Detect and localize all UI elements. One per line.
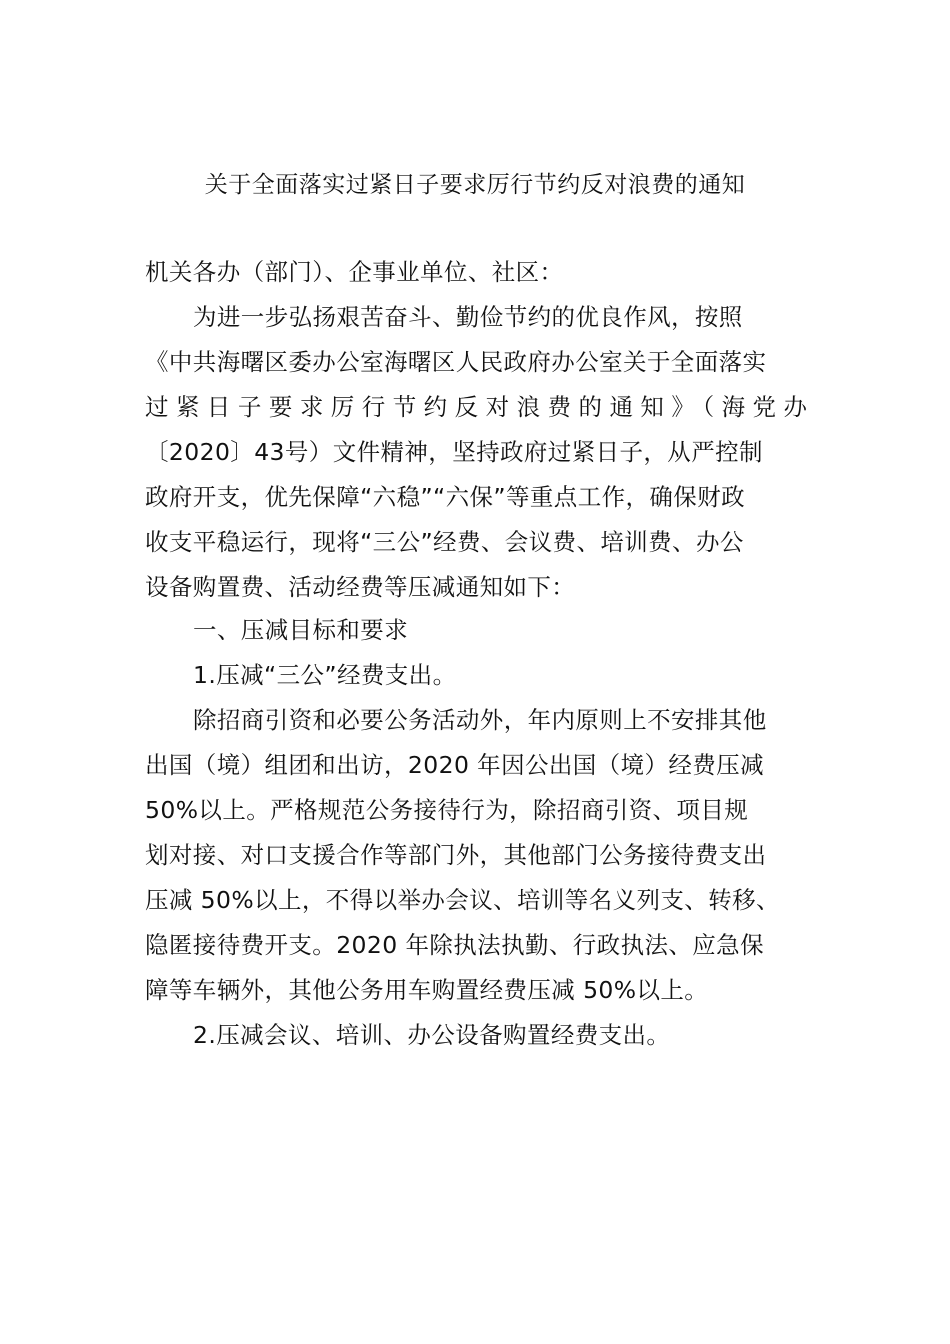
paragraph-line-9: 出国（境）组团和出访，2020 年因公出国（境）经费压减	[145, 751, 764, 779]
paragraph-line-3: 过紧日子要求厉行节约反对浪费的通知》（海党办	[145, 393, 807, 421]
document-title: 关于全面落实过紧日子要求厉行节约反对浪费的通知	[204, 172, 746, 198]
section-heading-1: 一、压减目标和要求	[193, 616, 409, 644]
paragraph-line-13: 隐匿接待费开支。2020 年除执法执勤、行政执法、应急保	[145, 931, 764, 959]
paragraph-line-11: 划对接、对口支援合作等部门外，其他部门公务接待费支出	[145, 841, 767, 869]
paragraph-line-7: 设备购置费、活动经费等压减通知如下：	[145, 573, 576, 601]
paragraph-line-5: 政府开支，优先保障“六稳”“六保”等重点工作，确保财政	[145, 483, 745, 511]
paragraph-line-8: 除招商引资和必要公务活动外，年内原则上不安排其他	[193, 706, 767, 734]
paragraph-line-10: 50%以上。严格规范公务接待行为，除招商引资、项目规	[145, 796, 749, 824]
paragraph-line-2: 《中共海曙区委办公室海曙区人民政府办公室关于全面落实	[145, 348, 767, 376]
paragraph-line-6: 收支平稳运行，现将“三公”经费、会议费、培训费、办公	[145, 528, 744, 556]
paragraph-line-1: 为进一步弘扬艰苦奋斗、勤俭节约的优良作风，按照	[193, 303, 743, 331]
subsection-heading-2: 2.压减会议、培训、办公设备购置经费支出。	[193, 1021, 671, 1049]
salutation: 机关各办（部门）、企事业单位、社区：	[145, 258, 564, 286]
paragraph-line-12: 压减 50%以上，不得以举办会议、培训等名义列支、转移、	[145, 886, 780, 914]
subsection-heading-1: 1.压减“三公”经费支出。	[193, 661, 457, 689]
paragraph-line-14: 障等车辆外，其他公务用车购置经费压减 50%以上。	[145, 976, 709, 1004]
paragraph-line-4: 〔2020〕43号）文件精神，坚持政府过紧日子，从严控制	[145, 438, 763, 466]
